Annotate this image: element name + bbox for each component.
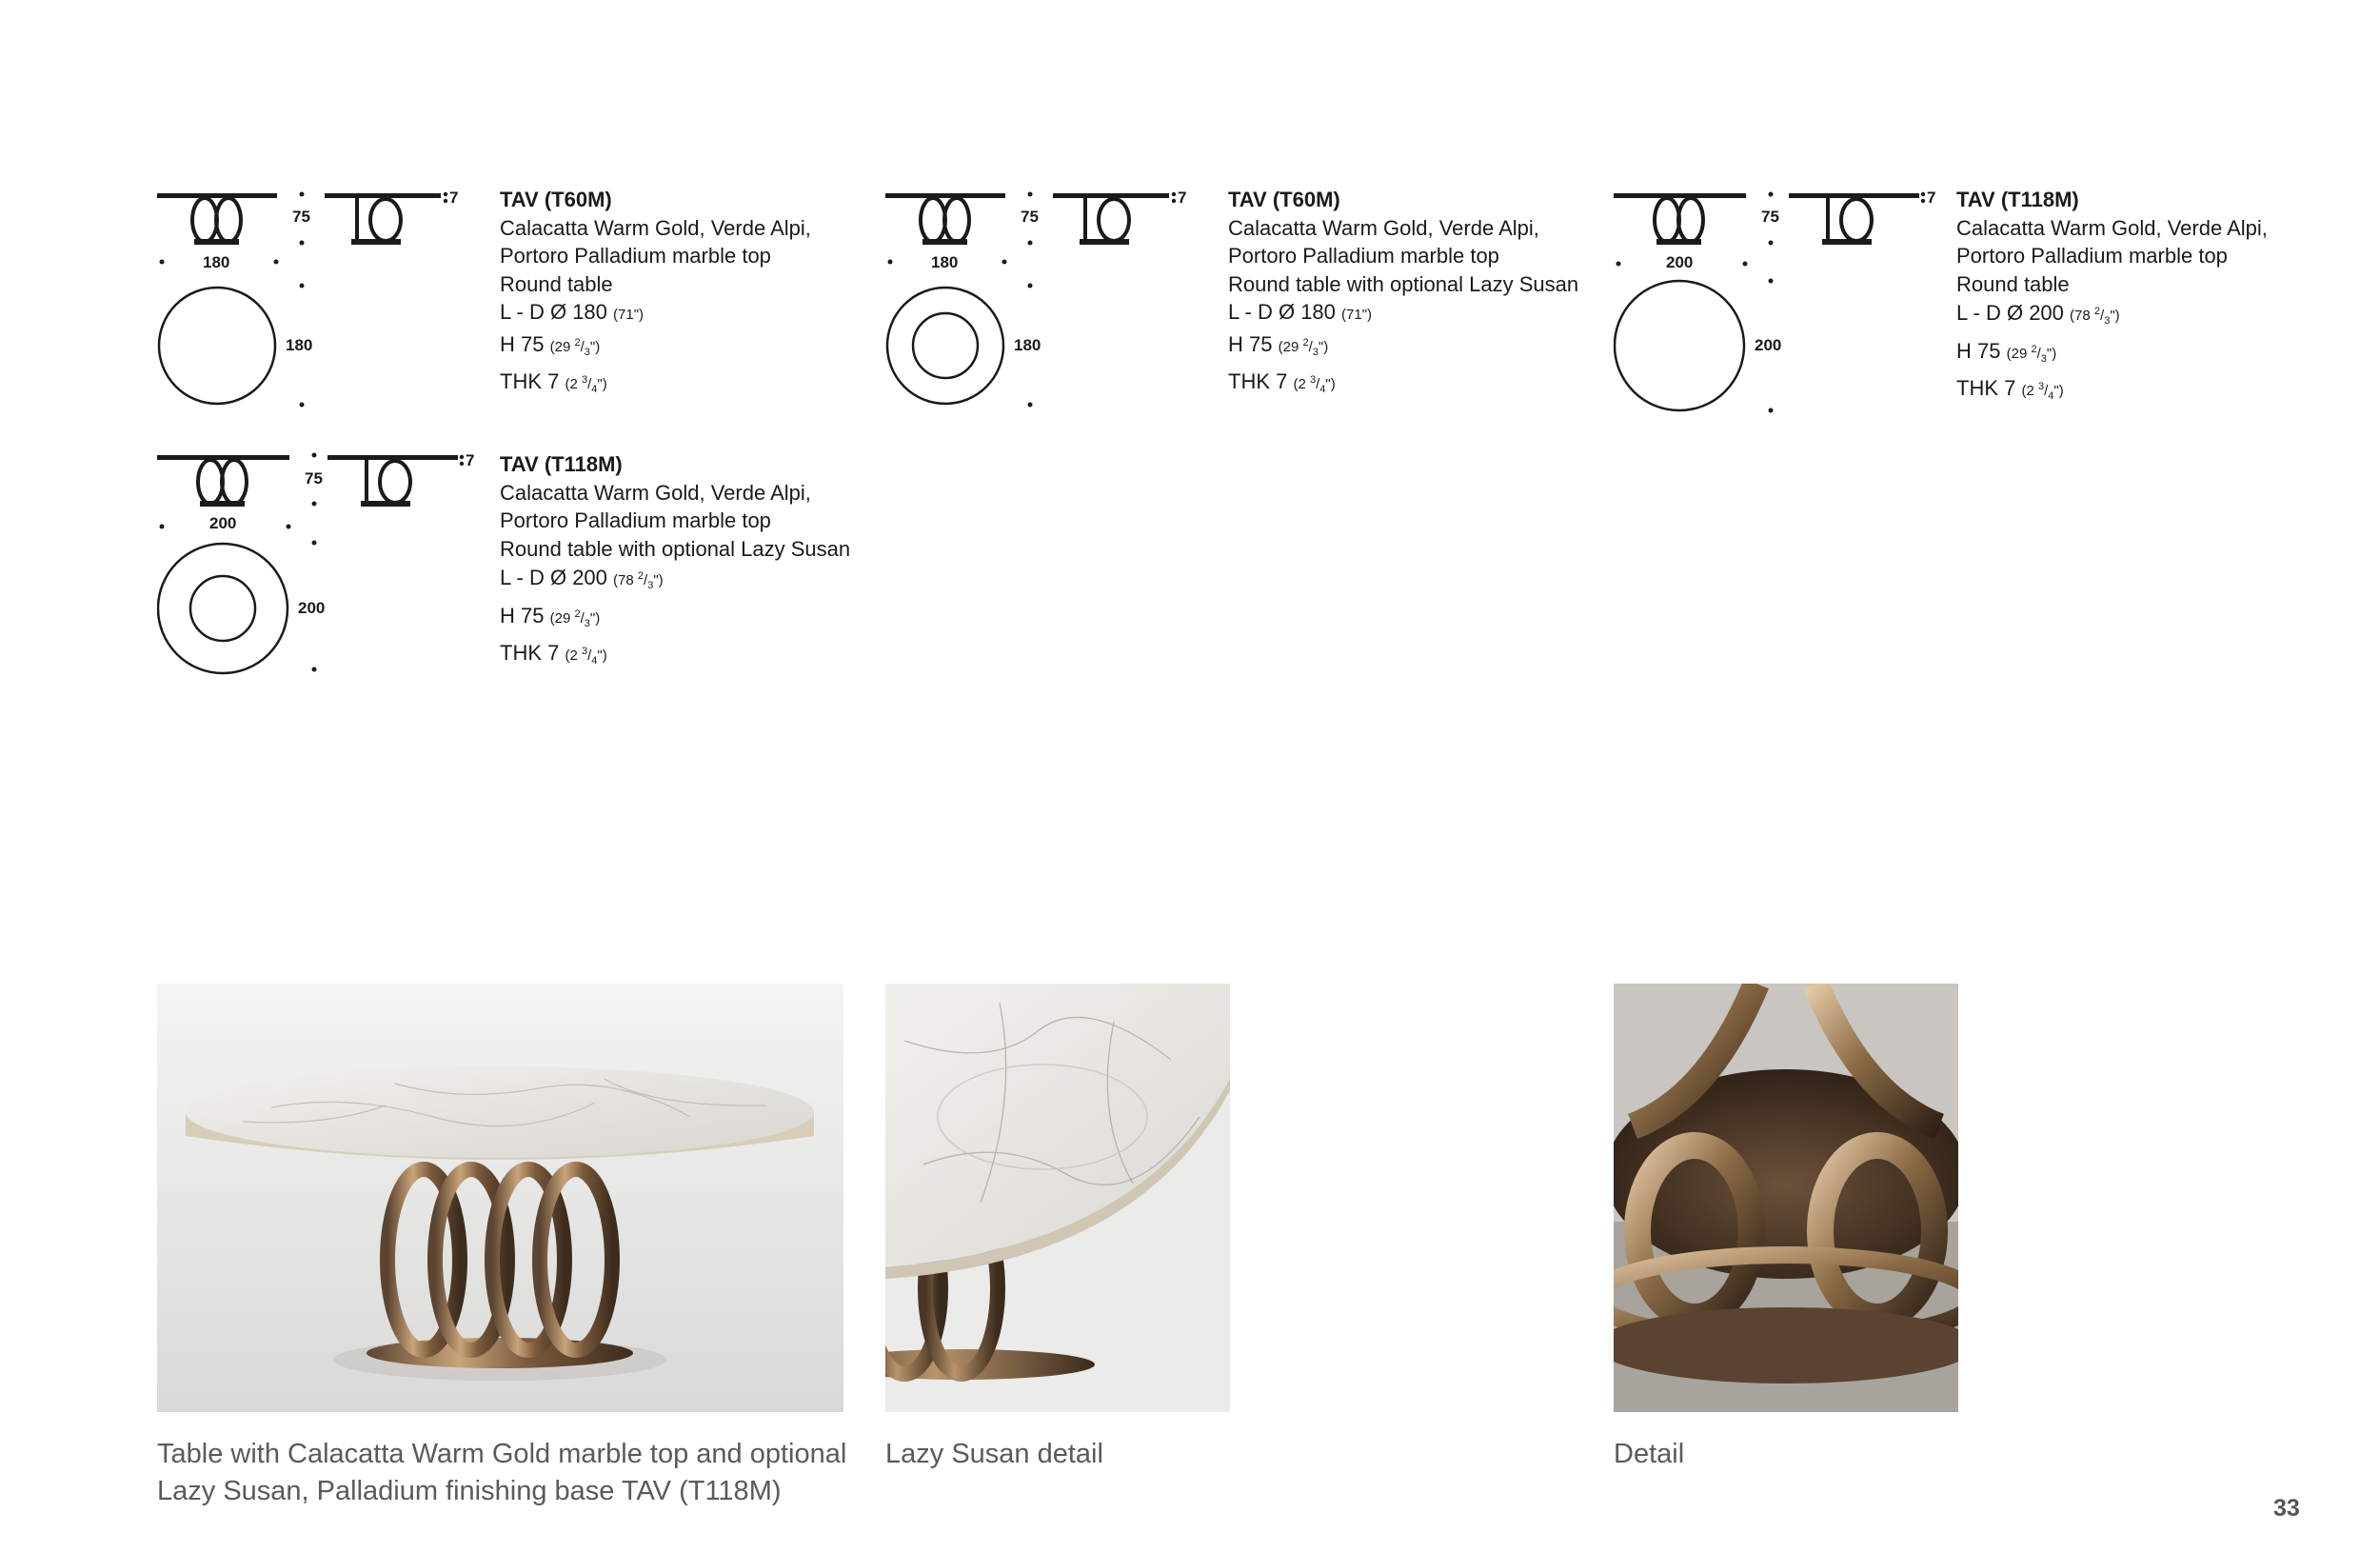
product-spec-text [500,186,900,405]
front-elevation [157,456,288,506]
product-type: Round table [1956,271,2070,296]
product-thickness: THK 7 (2 $^3/_4$") [1228,369,1336,395]
top-thickness-dimension: 7 [1178,189,1187,207]
technical-drawing [885,186,1228,424]
width-dimension: 180 [203,253,230,271]
technical-drawing [1614,186,1956,424]
caption-line: Table with Calacatta Warm Gold marble top and optional [157,1439,847,1469]
product-spec-block [1614,186,2337,424]
product-code: TAV (T118M) [1956,188,2079,211]
product-height: H 75 (29 $^2/_3$") [500,331,601,358]
product-materials: Calacatta Warm Gold, Verde Alpi, [1956,215,2268,240]
photo-caption [885,1436,1266,1473]
product-materials: Calacatta Warm Gold, Verde Alpi, [1228,215,1539,240]
product-type: Round table [500,271,613,296]
side-elevation [326,194,440,244]
table-photo [157,984,843,1412]
height-dimension: 75 [1761,208,1779,226]
product-size: L - D Ø 200 (78 $^2/_3$") [1956,301,2120,327]
product-type: Round table with optional Lazy Susan [500,536,851,561]
product-code: TAV (T60M) [500,188,612,211]
height-dimension: 75 [292,208,310,226]
product-spec-block [885,186,1609,424]
caption-line: Lazy Susan, Palladium finishing base TAV (T118M) [157,1476,782,1506]
technical-drawing [157,186,500,424]
top-thickness-dimension: 7 [466,451,475,469]
width-dimension: 200 [209,514,237,532]
width-dimension: 200 [1666,253,1694,271]
product-thickness: THK 7 (2 $^3/_4$") [1956,376,2064,402]
product-size: L - D Ø 180 (71") [500,300,645,324]
plan-dimension: 200 [298,599,326,617]
plan-view-top [158,544,288,673]
product-spec-block [157,186,881,424]
product-type: Round table with optional Lazy Susan [1228,271,1579,296]
lazy-susan-outline [913,313,978,378]
plan-dimension: 180 [286,336,313,354]
product-height: H 75 (29 $^2/_3$") [1228,331,1329,358]
height-dimension: 75 [305,469,323,488]
product-materials: Calacatta Warm Gold, Verde Alpi, [500,215,811,240]
side-elevation [1054,194,1168,244]
front-elevation [1614,194,1745,244]
plan-dimension: 180 [1014,336,1041,354]
product-thickness: THK 7 (2 $^3/_4$") [500,641,607,667]
product-materials: Calacatta Warm Gold, Verde Alpi, [500,480,811,505]
photo-caption [157,1436,881,1510]
product-size: L - D Ø 180 (71") [1228,300,1373,324]
product-height: H 75 (29 $^2/_3$") [1956,338,2057,365]
page-number: 33 [2273,1495,2300,1522]
plan-dimension: 200 [1755,336,1782,354]
side-elevation [328,456,457,506]
product-spec-text [500,450,900,676]
product-spec-text [1228,186,1628,405]
plan-view-top [887,288,1003,404]
product-spec-block [157,450,881,688]
product-code: TAV (T118M) [500,452,623,476]
base-detail-photo [1614,984,1958,1412]
plan-view-top [159,288,275,404]
height-dimension: 75 [1021,208,1039,226]
top-thickness-dimension: 7 [1927,189,1936,207]
plan-view-top [1615,281,1744,410]
photo-caption [1614,1436,1994,1473]
product-materials: Portoro Palladium marble top [1228,244,1499,268]
front-elevation [157,194,276,244]
side-elevation [1790,194,1918,244]
technical-drawing [157,450,500,688]
top-thickness-dimension: 7 [449,189,459,207]
front-elevation [885,194,1004,244]
lazy-susan-outline [190,576,255,641]
product-materials: Portoro Palladium marble top [500,508,771,532]
product-height: H 75 (29 $^2/_3$") [500,603,601,629]
product-thickness: THK 7 (2 $^3/_4$") [500,369,607,395]
lazy-susan-photo [885,984,1230,1412]
product-materials: Portoro Palladium marble top [500,244,771,268]
caption-line: Lazy Susan detail [885,1439,1103,1469]
product-spec-text [1956,186,2356,411]
product-code: TAV (T60M) [1228,188,1340,211]
product-size: L - D Ø 200 (78 $^2/_3$") [500,566,664,591]
product-materials: Portoro Palladium marble top [1956,244,2228,268]
caption-line: Detail [1614,1439,1685,1469]
width-dimension: 180 [931,253,959,271]
